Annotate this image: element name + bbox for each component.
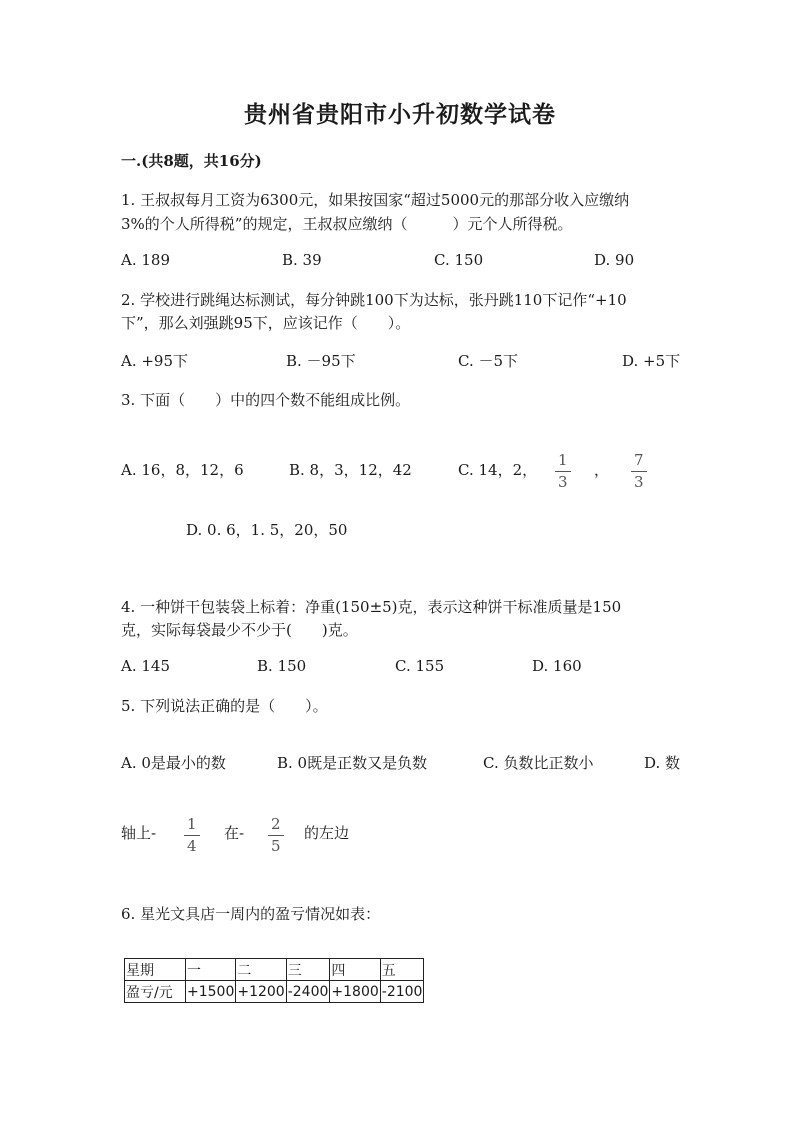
q2-option-c: C. －5下	[458, 352, 519, 370]
table-row	[125, 959, 424, 981]
q4-option-c: C. 155	[395, 657, 445, 675]
q3-option-c-separator: ，	[594, 461, 610, 479]
q3-option-d: D. 0. 6，1. 5，20，50	[186, 521, 348, 539]
q1-line2: 3%的个人所得税”的规定，王叔叔应缴纳（ ）元个人所得税。	[121, 215, 573, 233]
q5-fraction1-denominator: 4	[184, 835, 200, 854]
q3-fraction1-numerator: 1	[558, 451, 568, 469]
table-cell: 三	[286, 959, 330, 981]
q5-continuation-prefix: 轴上-	[121, 824, 157, 842]
q3-option-c: C. 14，2，	[458, 461, 538, 479]
table-cell: 盈亏/元	[125, 981, 186, 1003]
table-cell: +1800	[330, 981, 380, 1003]
q3-option-b: B. 8，3，12，42	[289, 461, 412, 479]
q3-fraction2-numerator: 7	[634, 451, 644, 469]
q3-fraction2-denominator: 3	[631, 471, 647, 490]
table-cell: 星期	[125, 959, 186, 981]
q5-fraction-one-quarter	[184, 817, 200, 854]
q5-fraction1-numerator: 1	[187, 815, 197, 833]
q1-option-b: B. 39	[282, 251, 322, 269]
q2-line2: 下”，那么刘强跳95下，应该记作（ ）。	[121, 314, 411, 332]
table-cell: 五	[380, 959, 424, 981]
section-heading: 一.(共8题，共16分)	[121, 152, 262, 170]
q2-option-b: B. －95下	[286, 352, 356, 370]
q3-fraction1-denominator: 3	[555, 471, 571, 490]
q5-option-b: B. 0既是正数又是负数	[277, 754, 428, 772]
q5-continuation-suffix: 的左边	[304, 824, 350, 842]
q4-option-d: D. 160	[532, 657, 582, 675]
q4-option-a: A. 145	[121, 657, 170, 675]
q5-fraction2-denominator: 5	[268, 835, 284, 854]
q6-line1: 6. 星光文具店一周内的盈亏情况如表：	[121, 905, 381, 923]
q5-line1: 5. 下列说法正确的是（ ）。	[121, 697, 328, 715]
q2-line1: 2. 学校进行跳绳达标测试，每分钟跳100下为达标，张丹跳110下记作“+10	[121, 291, 627, 309]
q1-option-a: A. 189	[121, 251, 170, 269]
q3-option-a: A. 16，8，12，6	[121, 461, 244, 479]
q4-option-b: B. 150	[257, 657, 307, 675]
q4-line2: 克，实际每袋最少不少于( )克。	[121, 621, 358, 639]
q5-fraction-two-fifths	[268, 817, 284, 854]
page-title: 贵州省贵阳市小升初数学试卷	[244, 101, 556, 128]
q3-fraction-seven-thirds	[631, 453, 647, 490]
table-cell: 一	[186, 959, 236, 981]
q5-continuation-middle: 在-	[224, 824, 245, 842]
q4-line1: 4. 一种饼干包装袋上标着：净重(150±5)克，表示这种饼干标准质量是150	[121, 598, 622, 616]
q2-option-d: D. +5下	[622, 352, 681, 370]
table-cell: +1500	[186, 981, 236, 1003]
table-cell: 四	[330, 959, 380, 981]
table-row	[125, 981, 424, 1003]
q5-fraction2-numerator: 2	[271, 815, 281, 833]
q1-option-c: C. 150	[434, 251, 484, 269]
q5-option-c: C. 负数比正数小	[483, 754, 594, 772]
table-cell: 二	[236, 959, 286, 981]
table-cell: -2400	[286, 981, 330, 1003]
q2-option-a: A. +95下	[121, 352, 189, 370]
q5-option-a: A. 0是最小的数	[121, 754, 226, 772]
profit-loss-table	[124, 958, 424, 1003]
q5-option-d: D. 数	[644, 754, 681, 772]
table-cell: +1200	[236, 981, 286, 1003]
q3-line1: 3. 下面（ ）中的四个数不能组成比例。	[121, 391, 411, 409]
q1-line1: 1. 王叔叔每月工资为6300元，如果按国家“超过5000元的那部分收入应缴纳	[121, 191, 630, 209]
q3-fraction-one-third	[555, 453, 571, 490]
table-cell: -2100	[380, 981, 424, 1003]
q1-option-d: D. 90	[594, 251, 635, 269]
